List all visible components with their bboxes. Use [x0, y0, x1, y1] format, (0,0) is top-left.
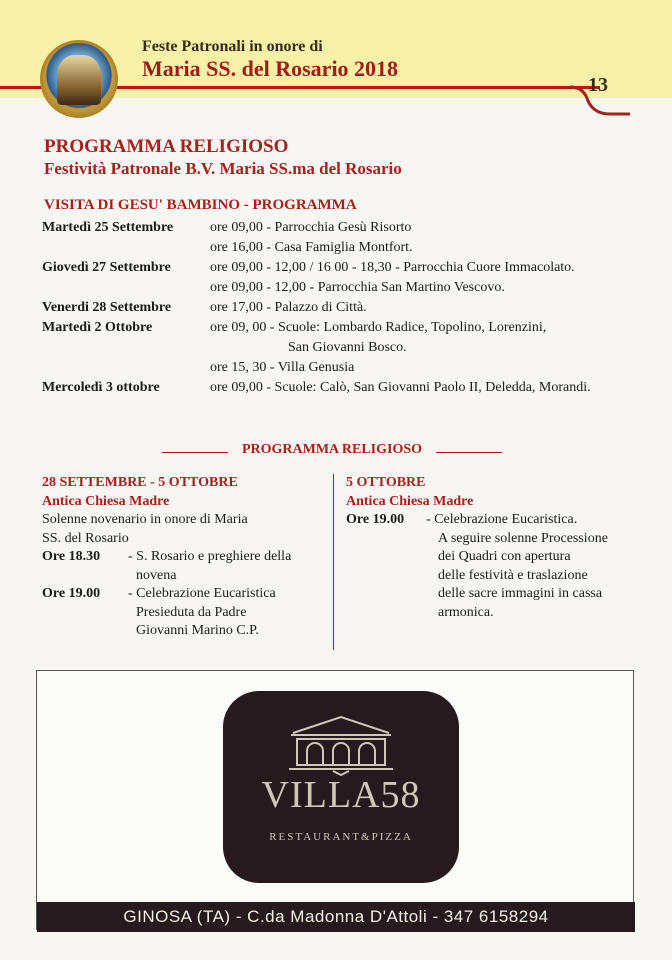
left-event	[42, 585, 324, 604]
programma-heading-text: PROGRAMMA RELIGIOSO	[241, 442, 423, 457]
event-text: Presieduta da Padre	[136, 604, 247, 620]
event-text: delle sacre immagini in cassa	[438, 586, 603, 601]
schedule-row	[42, 358, 662, 378]
left-intro: Solenne novenario in onore di Maria	[42, 512, 248, 527]
schedule-text: San Giovanni Bosco.	[288, 340, 407, 355]
schedule-row	[42, 258, 662, 278]
section-subtitle: Festività Patronale B.V. Maria SS.ma del Rosario	[44, 159, 402, 178]
programma-right-column	[346, 474, 646, 622]
event-text: - Celebrazione Eucaristica.	[426, 512, 578, 527]
schedule-day: Mercoledì 3 ottobre	[42, 380, 160, 395]
event-text: armonica.	[438, 604, 494, 620]
left-event	[42, 548, 324, 567]
villa58-address: GINOSA (TA) - C.da Madonna D'Attoli - 347 6158294	[37, 902, 635, 932]
villa58-logo	[223, 691, 459, 883]
villa58-advertisement	[36, 670, 634, 930]
event-text: - Celebrazione Eucaristica	[128, 586, 276, 601]
schedule-text: ore 09, 00 - Scuole: Lombardo Radice, Topolino, Lorenzini,	[210, 320, 547, 335]
madonna-medal-icon	[40, 40, 118, 118]
event-text: - S. Rosario e preghiere della	[128, 549, 292, 564]
schedule-text: ore 09,00 - Parrocchia Gesù Risorto	[210, 220, 412, 235]
villa-building-icon	[281, 711, 401, 777]
right-event-line	[346, 585, 646, 604]
right-event-line	[346, 548, 646, 567]
schedule-text: ore 09,00 - 12,00 / 16 00 - 18,30 - Parrocchia Cuore Immacolato.	[210, 260, 575, 275]
right-event-line	[346, 604, 646, 623]
right-event	[346, 511, 646, 530]
schedule-text: ore 09,00 - 12,00 - Parrocchia San Martino Vescovo.	[210, 280, 505, 295]
column-divider	[333, 474, 334, 650]
event-text: novena	[136, 567, 177, 583]
schedule-row	[42, 298, 662, 318]
schedule-day: Venerdi 28 Settembre	[42, 300, 172, 315]
event-text: delle festività e traslazione	[438, 567, 588, 583]
right-place: Antica Chiesa Madre	[346, 493, 474, 509]
schedule-row	[42, 218, 662, 238]
schedule-row	[42, 278, 662, 298]
header-subtitle: Feste Patronali in onore di	[142, 38, 323, 55]
schedule-row	[42, 238, 662, 258]
left-place: Antica Chiesa Madre	[42, 493, 170, 509]
heading-rule-left	[162, 452, 228, 453]
schedule-day: Martedì 2 Ottobre	[42, 320, 153, 335]
event-text: Giovanni Marino C.P.	[136, 623, 259, 638]
schedule-text: ore 16,00 - Casa Famiglia Montfort.	[210, 240, 413, 255]
heading-rule-right	[436, 452, 502, 453]
schedule-row	[42, 378, 662, 398]
left-intro: SS. del Rosario	[42, 530, 129, 546]
villa58-name: VILLA58	[261, 774, 421, 816]
left-event	[42, 604, 324, 623]
schedule-text: ore 09,00 - Scuole: Calò, San Giovanni Paolo II, Deledda, Morandi.	[210, 380, 591, 395]
programma-left-column	[42, 474, 324, 641]
section-title: PROGRAMMA RELIGIOSO	[44, 136, 289, 157]
left-dates: 28 SETTEMBRE - 5 OTTOBRE	[42, 475, 238, 490]
visit-title: VISITA DI GESU' BAMBINO - PROGRAMMA	[44, 197, 357, 213]
event-time: Ore 18.30	[42, 549, 101, 564]
event-time: Ore 19.00	[346, 512, 405, 527]
left-event	[42, 567, 324, 586]
right-event-line	[346, 530, 646, 549]
header-title: Maria SS. del Rosario 2018	[142, 56, 399, 81]
schedule-row	[42, 338, 662, 358]
left-event	[42, 622, 324, 641]
programma-heading	[162, 442, 502, 462]
page-number: 13	[588, 74, 608, 96]
schedule-text: ore 17,00 - Palazzo di Città.	[210, 300, 367, 315]
schedule-day: Martedì 25 Settembre	[42, 220, 174, 235]
schedule-day: Giovedì 27 Settembre	[42, 260, 171, 275]
schedule-row	[42, 318, 662, 338]
schedule-text: ore 15, 30 - Villa Genusia	[210, 360, 355, 375]
event-text: A seguire solenne Processione	[438, 530, 608, 546]
villa58-tagline: RESTAURANT&PIZZA	[269, 831, 413, 843]
event-text: dei Quadri con apertura	[438, 549, 571, 564]
right-event-line	[346, 567, 646, 586]
visit-schedule	[42, 218, 662, 398]
event-time: Ore 19.00	[42, 586, 101, 601]
right-dates: 5 OTTOBRE	[346, 475, 426, 490]
